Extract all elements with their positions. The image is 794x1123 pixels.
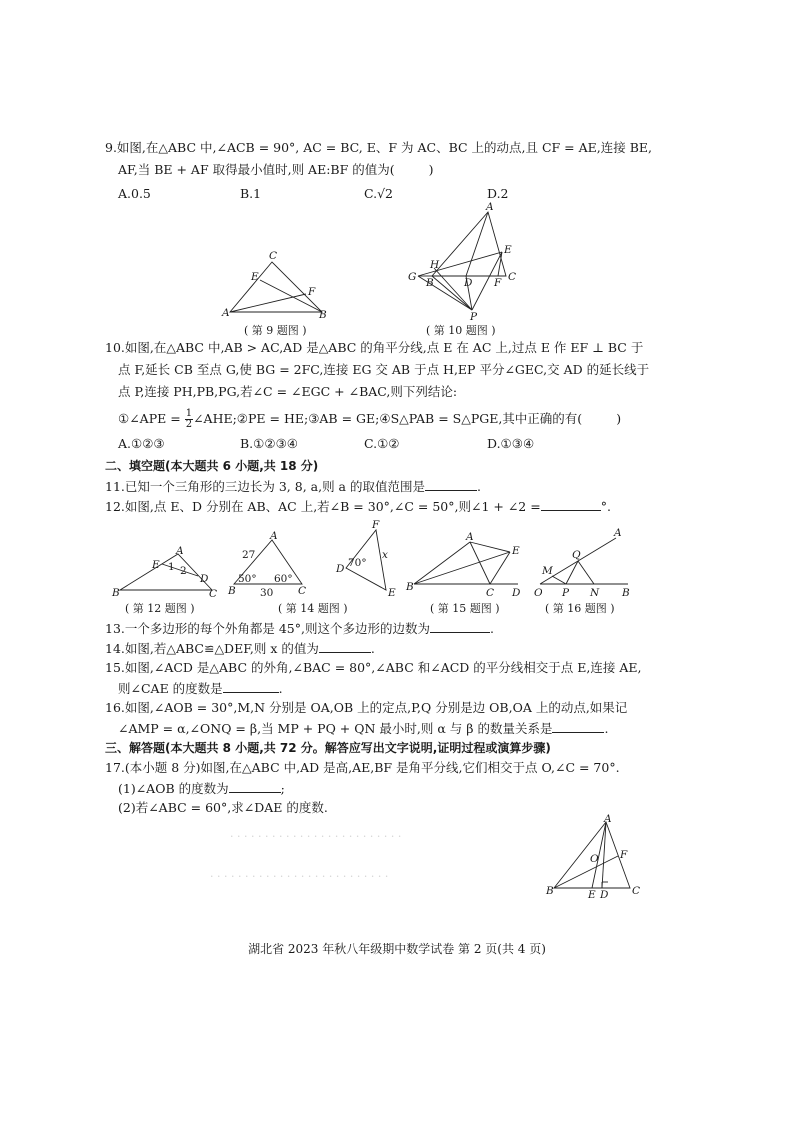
fig15-label-d: D xyxy=(512,587,521,599)
fig14-angle-70: 70° xyxy=(348,557,367,569)
fig9-label-f: F xyxy=(308,286,316,298)
fig12-label-a: A xyxy=(176,545,184,557)
fig12-label-b: B xyxy=(112,587,120,599)
fig10-label-g: G xyxy=(408,271,417,283)
fig9-label-e: E xyxy=(251,271,259,283)
fig12-label-1: 1 xyxy=(168,561,175,573)
fig10-label-d: D xyxy=(464,277,473,289)
caption-fig12: ( 第 12 题图 ) xyxy=(125,602,195,615)
fig16-label-q: Q xyxy=(572,549,581,561)
q11-stem: 11.已知一个三角形的三边长为 3, 8, a,则 a 的取值范围是 xyxy=(105,479,425,494)
q9-option-a: A.0.5 xyxy=(118,186,151,201)
q15-stem-end: 则∠CAE 的度数是 xyxy=(118,681,223,696)
fig15-label-e: E xyxy=(512,545,520,557)
fig17-bisector-bf xyxy=(554,856,618,888)
q14-answer-blank[interactable] xyxy=(319,640,371,653)
q10-line2: 点 F,延长 CB 至点 G,使 BG = 2FC,连接 EG 交 AB 于点 H,EP 平分∠GEC,交 AD 的延长线于 xyxy=(118,362,650,377)
fig10-label-b: B xyxy=(426,277,434,289)
fig14-label-e: E xyxy=(388,587,396,599)
q9-paren-close: ) xyxy=(428,162,434,177)
caption-fig15: ( 第 15 题图 ) xyxy=(430,602,500,615)
fig17-label-c: C xyxy=(632,885,641,897)
q9-option-c: C.√2 xyxy=(364,186,394,201)
q9-option-d: D.2 xyxy=(487,186,509,201)
q13-stem: 13.一个多边形的每个外角都是 45°,则这个多边形的边数为 xyxy=(105,621,430,636)
fig10-label-c: C xyxy=(508,271,517,283)
caption-fig10: ( 第 10 题图 ) xyxy=(426,324,496,337)
fig15-segment-ce xyxy=(490,552,510,584)
fig10-label-h: H xyxy=(430,259,440,271)
q9-option-b: B.1 xyxy=(240,186,262,201)
fig12-label-d: D xyxy=(200,573,209,585)
fig15-segment-be xyxy=(414,552,510,584)
q14-text: 14.如图,若△ABC≌△DEF,则 x 的值为 . xyxy=(105,641,375,656)
fig15-label-c: C xyxy=(486,587,495,599)
fig10-label-f: F xyxy=(494,277,502,289)
figure-17 xyxy=(544,813,644,901)
q10-fraction-num: 1 xyxy=(185,408,193,419)
fig16-label-p: P xyxy=(562,587,570,599)
fig10-label-a: A xyxy=(486,201,494,213)
q15-line2: 则∠CAE 的度数是 . xyxy=(118,681,283,696)
fig10-segment-ad xyxy=(466,212,488,276)
fig14-label-c: C xyxy=(298,585,307,597)
q10-option-d: D.①③④ xyxy=(487,436,535,451)
fig12-label-c: C xyxy=(209,588,218,600)
q10-option-b: B.①②③④ xyxy=(240,436,298,451)
q10-option-a: A.①②③ xyxy=(118,436,165,451)
bleed-through-text: · · · · · · · · · · · · · · · · · · · · · · · · · xyxy=(230,830,402,843)
fig14-label-f: F xyxy=(372,519,380,531)
fig12-triangle xyxy=(120,554,212,590)
fig15-segment-ac xyxy=(470,542,490,584)
fig16-label-b: B xyxy=(622,587,630,599)
fig17-label-b: B xyxy=(546,885,554,897)
fig12-label-2: 2 xyxy=(180,565,187,577)
q10-fraction-half xyxy=(185,409,193,430)
q16-line2: ∠AMP = α,∠ONQ = β,当 MP + PQ + QN 最小时,则 α 与 β 的数量关系是 . xyxy=(118,721,609,736)
figure-10 xyxy=(408,201,523,323)
fig14-angle-50: 50° xyxy=(238,573,257,585)
caption-fig14: ( 第 14 题图 ) xyxy=(278,602,348,615)
fig14-label-x: x xyxy=(382,549,388,561)
q11-answer-blank[interactable] xyxy=(425,478,477,491)
q10-paren-close: ) xyxy=(616,411,622,426)
q9-line1: 9.如图,在△ABC 中,∠ACB = 90°, AC = BC, E、F 为 AC、BC 上的动点,且 CF = AE,连接 BE, xyxy=(105,140,653,155)
q14-stem: 14.如图,若△ABC≌△DEF,则 x 的值为 xyxy=(105,641,319,656)
fig16-label-a: A xyxy=(614,527,622,539)
q17-line1: 17.(本小题 8 分)如图,在△ABC 中,AD 是高,AE,BF 是角平分线,它们相交于点 O,∠C = 70°. xyxy=(105,760,620,775)
section-3-heading: 三、解答题(本大题共 8 小题,共 72 分。解答应写出文字说明,证明过程或演算步骤) xyxy=(105,741,551,755)
bleed-through-text-2: · · · · · · · · · · · · · · · · · · · · · · · · · · xyxy=(210,870,389,883)
q12-stem: 12.如图,点 E、D 分别在 AB、AC 上,若∠B = 30°,∠C = 50°,则∠1 + ∠2 = xyxy=(105,499,541,514)
fig14-angle-60: 60° xyxy=(274,573,293,585)
fig14-label-b: B xyxy=(228,585,236,597)
q10-line3: 点 P,连接 PH,PB,PG,若∠C = ∠EGC + ∠BAC,则下列结论: xyxy=(118,384,458,399)
figure-12 xyxy=(112,546,222,598)
fig14-label-a: A xyxy=(270,530,278,542)
figure-15 xyxy=(406,531,526,599)
fig16-segment-mp xyxy=(552,576,566,584)
q12-text xyxy=(105,498,611,515)
fig15-label-a: A xyxy=(466,531,474,543)
fig16-label-o: O xyxy=(534,587,543,599)
q16-line1: 16.如图,∠AOB = 30°,M,N 分别是 OA,OB 上的定点,P,Q 分别是边 OB,OA 上的动点,如果记 xyxy=(105,700,628,715)
fig14-label-27: 27 xyxy=(242,549,256,561)
q16-answer-blank[interactable] xyxy=(552,720,604,733)
q12-degree-end: °. xyxy=(600,499,611,514)
q10-conclusion1-pre: ①∠APE = xyxy=(118,411,181,426)
q16-stem-end: ∠AMP = α,∠ONQ = β,当 MP + PQ + QN 最小时,则 α 与 β 的数量关系是 xyxy=(118,721,553,736)
q9-line2-text: AF,当 BE + AF 取得最小值时,则 AE:BF 的值为( xyxy=(118,162,395,177)
q15-answer-blank[interactable] xyxy=(223,680,279,693)
q9-line2 xyxy=(118,162,434,178)
fig12-label-e: E xyxy=(152,559,160,571)
fig17-label-o: O xyxy=(590,853,599,865)
fig10-label-e: E xyxy=(504,244,512,256)
q10-conclusion-rest: ∠AHE;②PE = HE;③AB = GE;④S△PAB = S△PGE,其中正确的有( xyxy=(193,411,583,426)
fig17-label-a: A xyxy=(604,813,612,825)
fig14-label-30: 30 xyxy=(260,587,274,599)
fig9-label-c: C xyxy=(269,250,278,262)
caption-fig9: ( 第 9 题图 ) xyxy=(244,324,307,337)
fig17-label-d: D xyxy=(600,889,609,901)
q10-conclusions xyxy=(118,408,621,430)
q13-answer-blank[interactable] xyxy=(430,620,490,633)
q13-text: 13.一个多边形的每个外角都是 45°,则这个多边形的边数为 . xyxy=(105,621,494,636)
q17-part1: (1)∠AOB 的度数为 ; xyxy=(118,781,285,796)
q10-option-c: C.①② xyxy=(364,436,400,451)
figure-14 xyxy=(226,519,406,600)
fig9-segment-af xyxy=(230,294,306,312)
fig15-segment-ae xyxy=(470,542,510,552)
q12-answer-blank[interactable] xyxy=(541,498,601,511)
fig10-label-p: P xyxy=(470,311,478,323)
fig14-label-d: D xyxy=(336,563,345,575)
page-footer: 湖北省 2023 年秋八年级期中数学试卷 第 2 页(共 4 页) xyxy=(248,942,546,956)
q10-line1: 10.如图,在△ABC 中,AB > AC,AD 是△ABC 的角平分线,点 E 在 AC 上,过点 E 作 EF ⊥ BC 于 xyxy=(105,340,644,355)
q17-part1-stem: (1)∠AOB 的度数为 xyxy=(118,781,229,796)
fig16-label-m: M xyxy=(542,565,553,577)
figure-16 xyxy=(532,527,637,599)
q11-text: 11.已知一个三角形的三边长为 3, 8, a,则 a 的取值范围是 . xyxy=(105,479,481,494)
fig16-label-n: N xyxy=(590,587,600,599)
q17-part2: (2)若∠ABC = 60°,求∠DAE 的度数. xyxy=(118,800,328,815)
section-2-heading: 二、填空题(本大题共 6 小题,共 18 分) xyxy=(105,459,319,473)
caption-fig16: ( 第 16 题图 ) xyxy=(545,602,615,615)
fig17-label-e: E xyxy=(588,889,596,901)
q17-answer-blank[interactable] xyxy=(229,780,281,793)
q10-fraction-den: 2 xyxy=(185,419,193,430)
q15-line1: 15.如图,∠ACD 是△ABC 的外角,∠BAC = 80°,∠ABC 和∠ACD 的平分线相交于点 E,连接 AE, xyxy=(105,660,642,675)
fig16-segment-qn xyxy=(578,561,594,584)
fig9-label-a: A xyxy=(222,307,230,319)
fig15-label-b: B xyxy=(406,581,414,593)
fig9-label-b: B xyxy=(319,309,327,321)
figure-9 xyxy=(220,250,340,322)
fig15-segment-ab xyxy=(414,542,470,584)
fig17-label-f: F xyxy=(620,849,628,861)
